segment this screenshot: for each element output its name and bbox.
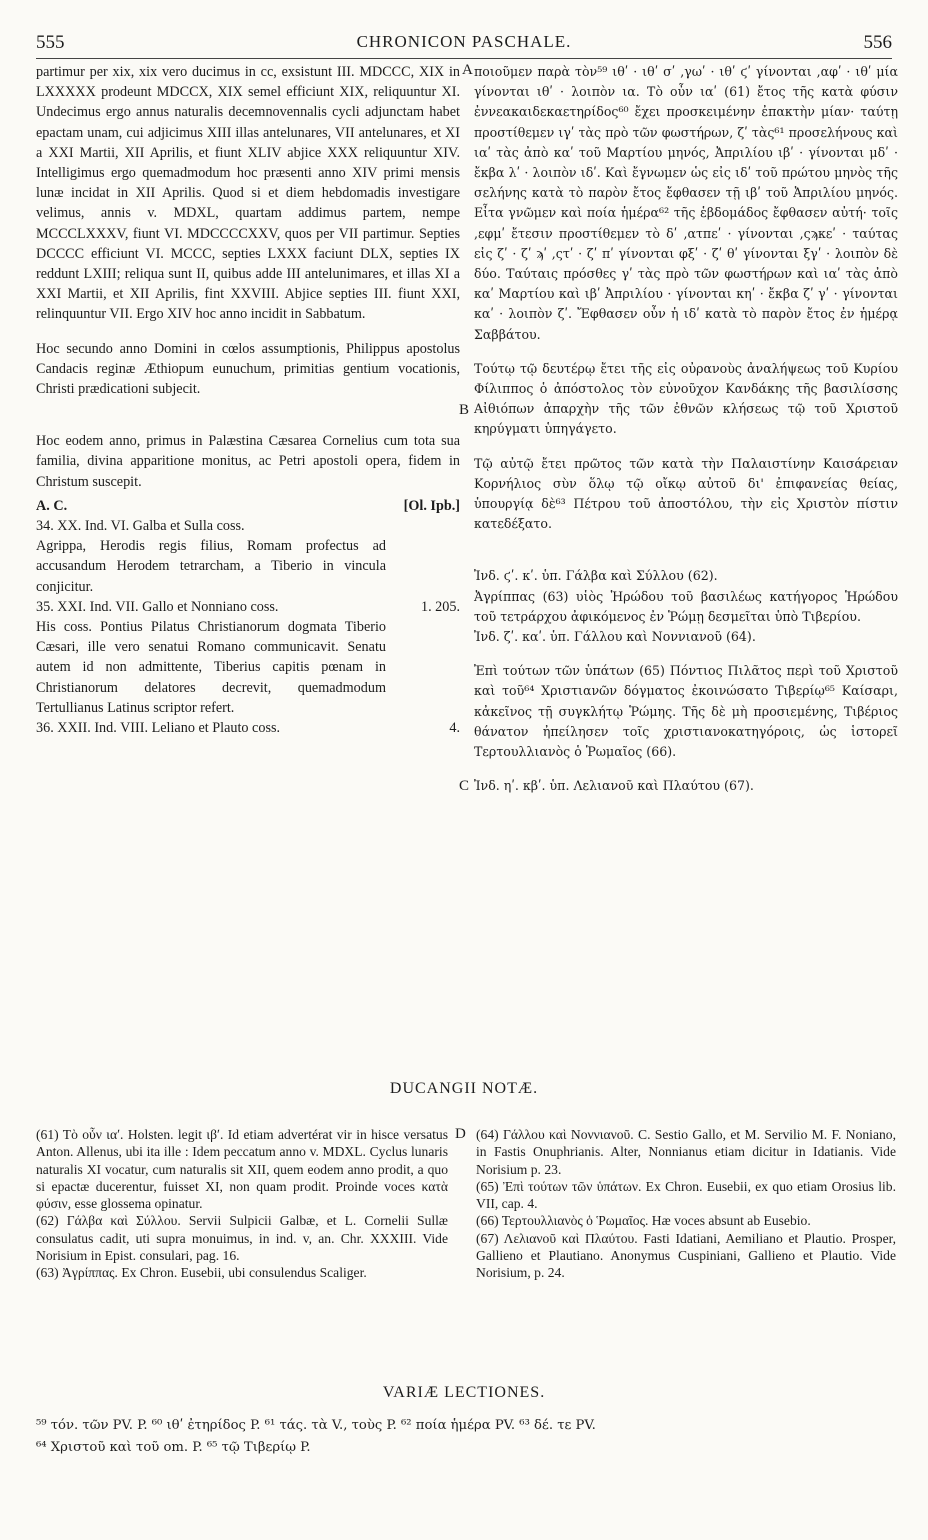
footnote: (62) Γάλβα καὶ Σύλλου. Servii Sulpicii Galbæ, et L. Cornelii Sullæ consulatus cadit, uti supra monuimus, in ind. v, an. Chr. XXXIII. Vide Norisium in Epist. consulari, pag. 16. bbox=[36, 1213, 448, 1264]
footnote: (61) Τὸ οὖν ιαʹ. Holsten. legit ιβʹ. Id etiam advertérat vir in hisce versatus Anton. Allenus, ubi ita ille : Idem peccatum anno v. MDXL. Cyclus lunaris naturalis XI vocatur, cum naturalis sit XII, quem eodem anno prodit, a quo si epactæ ducerentur, fuisset XI, non quam prodit. Proinde voces κατὰ φύσιν, esse glossema opinatur. bbox=[36, 1127, 448, 1212]
notes-column-right bbox=[476, 1126, 896, 1282]
notes-title: DUCANGII NOTÆ. bbox=[389, 1080, 539, 1097]
notes-column-left bbox=[36, 1126, 448, 1282]
page-number-right: 556 bbox=[863, 32, 892, 53]
greek-year-entry-body: Ἀγρίππας (63) υἱὸς Ἡρώδου τοῦ βασιλέως κατήγορος Ἡρώδου τοῦ τετράρχου ἀφικόμενος ἐν Ῥώμῃ δεσμεῖται ὑπὸ Τιβερίου. bbox=[474, 588, 898, 624]
latin-column bbox=[36, 62, 460, 738]
year-entry-heading-text: 35. XXI. Ind. VII. Gallo et Nonniano coss. bbox=[36, 598, 279, 615]
year-entry-heading bbox=[36, 718, 460, 738]
page-number-left: 555 bbox=[36, 32, 65, 53]
era-header bbox=[36, 496, 460, 516]
footnote: (67) Λελιανοῦ καὶ Πλαύτου. Fasti Idatiani, Aemiliano et Plautio. Prosper, Gallieno et Plautiano. Anonymus Cuspiniani, Gallieno et Plautio. Vide Norisium, p. 24. bbox=[476, 1230, 896, 1281]
latin-paragraph-cornelius: Hoc eodem anno, primus in Palæstina Cæsarea Cornelius cum tota sua familia, divina apparitione monitus, ac Petri apostoli opera, fidem in Christum suscepit. bbox=[36, 433, 460, 490]
running-title: CHRONICON PASCHALE. bbox=[356, 32, 572, 51]
footnote: (65) Ἐπὶ τούτων τῶν ὑπάτων. Ex Chron. Eusebii, ex quo etiam Orosius lib. VII, cap. 4. bbox=[476, 1178, 896, 1212]
year-entry-body: His coss. Pontius Pilatus Christianorum dogmata Tiberio Cæsari, ille vero senatui Romano communicavit. Senatu autem id non admittente, Tiberius capitis pœnam in Christianorum delatores decrevit, quemadmodum Tertullianus Latinus scriptor refert. bbox=[36, 619, 386, 716]
latin-paragraph-computus: partimur per xix, xix vero ducimus in cc, exsistunt III. MDCCC, XIX in LXXXXX prodeunt MDCCX, XIX semel efficiunt XIX, reliquuntur XI. Undecimus ergo annus naturalis decemnovennalis cycli adjunctam habet epactam unam, cui adjicimus XIII illas antelunares, VII antelunares, et XI a XXI Martii, XII Aprilis, et fiunt XLIV abjice XXX reliquuntur XIV. Intelligimus ergo quemadmodum hoc præsenti anno XIV primi mensis lunæ incidat in XII Aprilis. Quod si et diem hebdomadis investigare velimus, annis v. MDXL, quartam addimus partem, nempe MCCCLXXXV, fiunt VI. MDCCCCXXV, quos per VII partimur. Septies DCCCC efficiunt VI. MCCC, septies LXXX faciunt DLX, septies IX reddunt LXIII; reliqua sunt II, quibus adde III antelunimares, et illas XI a XXI Martii, et XII Aprilis, fint XXVIII. Abjice septies III. fiunt XXI, relinquuntur VII. Ergo XIV hoc anno incidit in Sabbatum. bbox=[36, 64, 460, 323]
variae-lectiones bbox=[36, 1415, 896, 1459]
greek-year-entry-body: Ἐπὶ τούτων τῶν ὑπάτων (65) Πόντιος Πιλᾶτος περὶ τοῦ Χριστοῦ καὶ τοῦ⁶⁴ Χριστιανῶν δόγματος ἐκοινώσατο Τιβερίῳ⁶⁵ Καίσαρι, κἀκεῖνος τῇ συγκλήτῳ Ῥώμης. Τῆς δὲ μὴ προσιεμένης, Τιβέριος θάνατον ἠπείλησεν τοῖς χριστιανοκατηγόροις, ὡς ἱστορεῖ Τερτουλλιανὸς ὁ Ῥωμαῖος (66). bbox=[474, 663, 898, 760]
greek-year-entry-heading: Ἰνδ. ϛʹ. κʹ. ὑπ. Γάλβα καὶ Σύλλου (62). bbox=[474, 568, 718, 584]
latin-paragraph-philip: Hoc secundo anno Domini in cœlos assumptionis, Philippus apostolus Candacis reginæ Æthiopum eunuchum, primitias gentium vocationis, Christi prædicationi subjecit. bbox=[36, 340, 460, 398]
year-entry-heading bbox=[36, 597, 460, 617]
section-marker-a: A bbox=[462, 62, 473, 78]
olympiad-label: [Ol. Ipb.] bbox=[403, 497, 460, 514]
greek-paragraph-cornelius: Τῷ αὐτῷ ἔτει πρῶτος τῶν κατὰ τὴν Παλαιστίνην Καισάρειαν Κορνήλιος σὺν ὅλῳ τῷ οἴκῳ αὐτοῦ δι' ἐπιφανείας θείας, ὑπουργίᾳ δὲ⁶³ Πέτρου τοῦ ἀποστόλου, τὴν εἰς Χριστὸν πίστιν κατεδέξατο. bbox=[474, 455, 898, 532]
footnote: (63) Ἀγρίππας. Ex Chron. Eusebii, ubi consulendus Scaliger. bbox=[36, 1265, 367, 1281]
variant-readings-line: ⁶⁴ Χριστοῦ καὶ τοῦ om. P. ⁶⁵ τῷ Τιβερίῳ P. bbox=[36, 1440, 311, 1455]
greek-column bbox=[474, 62, 898, 797]
year-entry-heading-text: 36. XXII. Ind. VIII. Leliano et Plauto coss. bbox=[36, 720, 281, 737]
section-marker-b: B bbox=[459, 402, 470, 418]
greek-year-entry-heading: Ἰνδ. ηʹ. κβʹ. ὑπ. Λελιανοῦ καὶ Πλαύτου (67). bbox=[474, 778, 754, 794]
section-marker-c: C bbox=[459, 778, 470, 794]
section-marker-d: D bbox=[455, 1126, 466, 1142]
variae-lectiones-title: VARIÆ LECTIONES. bbox=[382, 1384, 546, 1401]
year-entry-heading: 34. XX. Ind. VI. Galba et Sulla coss. bbox=[36, 518, 245, 535]
margin-reference: 4. bbox=[449, 720, 460, 737]
footnote: (66) Τερτουλλιανὸς ὁ Ῥωμαῖος. Hæ voces absunt ab Eusebio. bbox=[476, 1213, 811, 1229]
margin-reference: 1. 205. bbox=[420, 598, 460, 615]
page-header bbox=[36, 32, 892, 59]
greek-paragraph-computus: ποιοῦμεν παρὰ τὸν⁵⁹ ιθʹ · ιθʹ σʹ ,γωʹ · ιθʹ ϛʹ γίνονται ,αφʹ · ιθʹ μία γίνονται ιθʹ · λοιπὸν ια. Τὸ οὖν ιαʹ (61) ἔτος τῆς κατὰ φύσιν ἐννεακαιδεκαετηρίδος⁶⁰ ἔχει προσκειμένην ἐπακτὴν μίαν· ταύτῃ προστίθεμεν ιγʹ τὰς πρὸ τῶν φωστήρων, ζʹ τὰς⁶¹ προσελήνους καὶ ιαʹ τὰς ἀπὸ καʹ τοῦ Μαρτίου μηνός, Ἀπριλίου ιβʹ · γίνονται μδʹ · ἔκβα λʹ · λοιπὸν ιδʹ. Καὶ ἔγνωμεν ὡς εἰς ιδʹ τοῦ πρώτου μηνὸς τῆς σελήνης κατὰ τὸ παρὸν ἔτος ἔφθασεν τῇ ιβʹ τοῦ Ἀπριλίου μηνός. Εἶτα γνῶμεν καὶ ποία ἡμέρα⁶² τῆς ἑβδομάδος ἔφθασεν αὐτή· τοῖς ,εφμʹ ἔτεσιν προστίθεμεν τὸ δʹ ,ατπεʹ · γίνονται ,ςϡκεʹ · ταύτας εἰς ζʹ · ζʹ ϡʹ ,ςτʹ · ζʹ πʹ γίνονται φξʹ · ζʹ θʹ γίνονται ξγʹ · λοιπὸν δὲ δύο. Ταύταις πρόσθες γʹ τὰς πρὸ τῶν φωστήρων καὶ ιαʹ τὰς ἀπὸ καʹ Μαρτίου καὶ ιβʹ Ἀπριλίου · γίνονται κηʹ · ἔκβα ζʹ γʹ · γίνονται καʹ · λοιπὸν ζʹ. Ἔφθασεν οὖν ἡ ιδʹ κατὰ τὸ παρὸν ἔτος ἐν ἡμέρᾳ Σαββάτου. bbox=[474, 64, 898, 342]
era-label: A. C. bbox=[36, 497, 68, 514]
year-entry-body: Agrippa, Herodis regis filius, Romam profectus ad accusandum Herodem tetrarcham, a Tiberio in vincula conjicitur. bbox=[36, 538, 386, 595]
variant-readings-line: ⁵⁹ τόν. τῶν PV. P. ⁶⁰ ιθʹ ἐτηρίδος P. ⁶¹ τάς. τὰ V., τοὺς P. ⁶² ποία ἡμέρα PV. ⁶³ δέ. τε PV. bbox=[36, 1418, 596, 1433]
greek-paragraph-philip: Τούτῳ τῷ δευτέρῳ ἔτει τῆς εἰς οὐρανοὺς ἀναλήψεως τοῦ Κυρίου Φίλιππος ὁ ἀπόστολος τὸν εὐνοῦχον Κανδάκης τῆς βασιλίσσης Αἰθιόπων ἀπαρχὴν τῆς τῶν ἐθνῶν κλήσεως τῷ τοῦ Χριστοῦ κηρύγματι ὑπηγάγετο. bbox=[474, 360, 898, 437]
greek-year-entry-heading: Ἰνδ. ζʹ. καʹ. ὑπ. Γάλλου καὶ Νοννιανοῦ (64). bbox=[474, 629, 756, 645]
footnote: (64) Γάλλου καὶ Νοννιανοῦ. C. Sestio Gallo, et M. Servilio M. F. Noniano, in Fastis Onuphrianis. Alter, Nonnianus etiam dicitur in Idatianis. Vide Norisium p. 23. bbox=[476, 1127, 896, 1177]
